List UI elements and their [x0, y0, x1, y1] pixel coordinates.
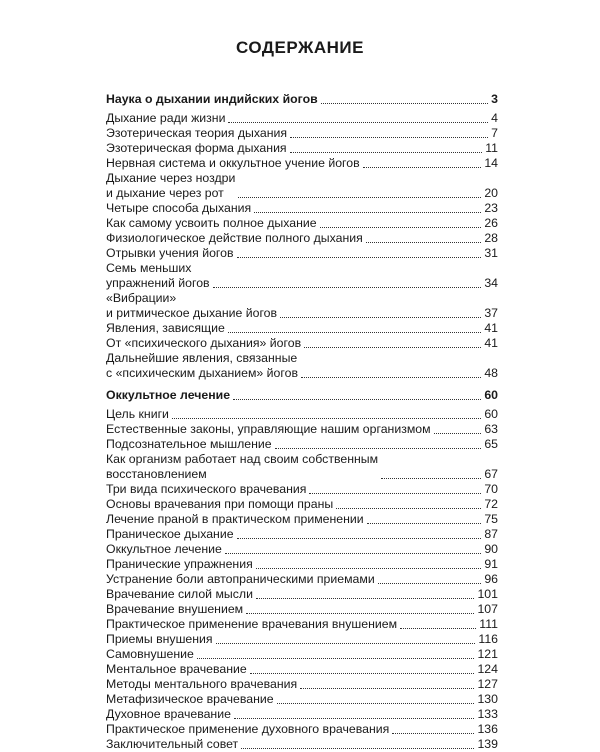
page-number: 65: [484, 437, 498, 451]
entry-title: Духовное врачевание: [106, 707, 231, 721]
entry-title: Как самому усвоить полное дыхание: [106, 216, 317, 230]
entry-title: Устранение боли автопраническими приемами: [106, 572, 375, 586]
dot-leader: [228, 122, 488, 123]
page-number: 67: [484, 467, 498, 481]
toc-entry: [106, 572, 498, 587]
toc-entry: [106, 662, 498, 677]
page-number: 7: [491, 126, 498, 140]
page-number: 127: [477, 677, 498, 691]
dot-leader: [275, 448, 482, 449]
toc-entry: [106, 437, 498, 452]
toc-entry: [106, 321, 498, 336]
page-number: 121: [477, 647, 498, 661]
section-title: Оккультное лечение: [106, 388, 231, 402]
entry-title: Цель книги: [106, 407, 169, 421]
page-number: 28: [484, 231, 498, 245]
entry-title: Отрывки учения йогов: [106, 246, 234, 260]
dot-leader: [246, 613, 474, 614]
page-number: 20: [484, 186, 498, 200]
entry-title: Приемы внушения: [106, 632, 213, 646]
toc-section-heading: [106, 92, 498, 107]
dot-leader: [400, 628, 476, 629]
dot-leader: [213, 287, 482, 288]
page-number: 87: [484, 527, 498, 541]
entry-title-line-1: Дыхание через ноздри: [106, 171, 236, 185]
dot-leader: [301, 377, 481, 378]
toc-entry: [106, 722, 498, 737]
toc-entry: [106, 111, 498, 126]
page-number: 48: [484, 366, 498, 380]
dot-leader: [304, 347, 481, 348]
dot-leader: [172, 418, 481, 419]
toc-entry: [106, 231, 498, 246]
page-number: 41: [484, 321, 498, 335]
dot-leader: [234, 718, 475, 719]
page-number: 72: [484, 497, 498, 511]
dot-leader: [300, 688, 474, 689]
dot-leader: [378, 583, 482, 584]
toc-entry: [106, 497, 498, 512]
entry-title: Методы ментального врачевания: [106, 677, 298, 691]
toc-entry: [106, 351, 498, 381]
entry-title: [106, 452, 378, 482]
entry-title: Основы врачевания при помощи праны: [106, 497, 334, 511]
entry-title: Явления, зависящие: [106, 321, 225, 335]
dot-leader: [254, 212, 481, 213]
toc-entry: [106, 336, 498, 351]
entry-title: Дыхание ради жизни: [106, 111, 226, 125]
table-of-contents: [106, 92, 498, 752]
page-number: 26: [484, 216, 498, 230]
entry-title: Праническое дыхание: [106, 527, 234, 541]
entry-title: Эзотерическая теория дыхания: [106, 126, 288, 140]
toc-entry: [106, 677, 498, 692]
toc-entry: [106, 632, 498, 647]
dot-leader: [290, 137, 488, 138]
dot-leader: [238, 197, 481, 198]
dot-leader: [367, 523, 482, 524]
dot-leader: [241, 748, 474, 749]
toc-entry: [106, 126, 498, 141]
entry-title-line-1: «Вибрации»: [106, 291, 177, 305]
page-number: 14: [484, 156, 498, 170]
entry-title: Естественные законы, управляющие нашим организмом: [106, 422, 431, 436]
entry-title: Три вида психического врачевания: [106, 482, 307, 496]
page-number: 11: [485, 141, 498, 155]
entry-title: Врачевание силой мысли: [106, 587, 253, 601]
entry-title: [106, 261, 210, 291]
page-number: 60: [484, 407, 498, 421]
toc-entry: [106, 692, 498, 707]
dot-leader: [320, 227, 482, 228]
entry-title: Практическое применение врачевания внушением: [106, 617, 398, 631]
entry-title: Самовнушение: [106, 647, 194, 661]
toc-entry: [106, 261, 498, 291]
toc-entry: [106, 527, 498, 542]
page-number: 60: [484, 388, 498, 402]
page-number: 4: [491, 111, 498, 125]
page-title: СОДЕРЖАНИЕ: [236, 38, 364, 57]
dot-leader: [366, 242, 482, 243]
toc-entry: [106, 512, 498, 527]
section-title: Наука о дыхании индийских йогов: [106, 92, 318, 106]
page-number: 41: [484, 336, 498, 350]
toc-entry: [106, 617, 498, 632]
entry-title: Метафизическое врачевание: [106, 692, 274, 706]
entry-title: Оккультное лечение: [106, 542, 222, 556]
dot-leader: [225, 553, 481, 554]
entry-title-line-1: Семь меньших: [106, 261, 192, 275]
page-number: 116: [478, 632, 498, 646]
entry-title: Лечение праной в практическом применении: [106, 512, 364, 526]
dot-leader: [237, 538, 482, 539]
page-number: 63: [484, 422, 498, 436]
page-number: 34: [484, 276, 498, 290]
entry-title: Практическое применение духовного врачевания: [106, 722, 390, 736]
page-number: 124: [477, 662, 498, 676]
entry-title: Врачевание внушением: [106, 602, 244, 616]
toc-entry: [106, 171, 498, 201]
entry-title-line-2: восстановлением: [106, 467, 207, 481]
page-number: 75: [484, 512, 498, 526]
entry-title-line-1: Как организм работает над своим собственным: [106, 452, 379, 466]
entry-title: Эзотерическая форма дыхания: [106, 141, 287, 155]
toc-entry: [106, 602, 498, 617]
entry-title-line-1: Дальнейшие явления, связанные: [106, 351, 298, 365]
toc-entry: [106, 291, 498, 321]
toc-entry: [106, 452, 498, 482]
toc-entry: [106, 246, 498, 261]
page-number: 31: [484, 246, 498, 260]
entry-title: [106, 351, 298, 381]
dot-leader: [321, 103, 488, 104]
dot-leader: [392, 733, 474, 734]
page-number: 107: [477, 602, 498, 616]
page-number: 101: [477, 587, 498, 601]
entry-title-line-2: упражнений йогов: [106, 276, 210, 290]
entry-title: Заключительный совет: [106, 737, 239, 751]
toc-entry: [106, 587, 498, 602]
entry-title: Подсознательное мышление: [106, 437, 272, 451]
entry-title: [106, 171, 235, 201]
toc-entry: [106, 422, 498, 437]
dot-leader: [336, 508, 481, 509]
toc-entry: [106, 647, 498, 662]
entry-title: Ментальное врачевание: [106, 662, 247, 676]
toc-entry: [106, 557, 498, 572]
toc-entry: [106, 216, 498, 231]
dot-leader: [381, 478, 481, 479]
dot-leader: [434, 433, 482, 434]
dot-leader: [280, 317, 481, 318]
dot-leader: [228, 332, 482, 333]
toc-entry: [106, 201, 498, 216]
dot-leader: [197, 658, 475, 659]
dot-leader: [309, 493, 481, 494]
page-number: 37: [484, 306, 498, 320]
dot-leader: [250, 673, 475, 674]
entry-title: Физиологическое действие полного дыхания: [106, 231, 363, 245]
page-number: 130: [477, 692, 498, 706]
entry-title: [106, 291, 277, 321]
page-number: 133: [477, 707, 498, 721]
page-number: 3: [491, 92, 498, 106]
dot-leader: [256, 568, 482, 569]
toc-entry: [106, 482, 498, 497]
entry-title-line-2: и ритмическое дыхание йогов: [106, 306, 278, 320]
entry-title: Нервная система и оккультное учение йогов: [106, 156, 360, 170]
entry-title: От «психического дыхания» йогов: [106, 336, 302, 350]
dot-leader: [277, 703, 475, 704]
dot-leader: [363, 167, 482, 168]
page-number: 70: [484, 482, 498, 496]
page-number: 139: [477, 737, 498, 751]
toc-entry: [106, 141, 498, 156]
page-number: 90: [484, 542, 498, 556]
entry-title-line-2: с «психическим дыханием» йогов: [106, 366, 298, 380]
dot-leader: [290, 152, 483, 153]
toc-section-heading: [106, 388, 498, 403]
page-number: 23: [484, 201, 498, 215]
dot-leader: [233, 399, 481, 400]
toc-entry: [106, 707, 498, 722]
toc-entry: [106, 407, 498, 422]
page-number: 136: [477, 722, 498, 736]
entry-title: Четыре способа дыхания: [106, 201, 252, 215]
toc-entry: [106, 542, 498, 557]
page-number: 91: [484, 557, 498, 571]
dot-leader: [237, 257, 482, 258]
page-number: 111: [479, 617, 498, 631]
dot-leader: [216, 643, 476, 644]
entry-title: Пранические упражнения: [106, 557, 253, 571]
toc-entry: [106, 156, 498, 171]
dot-leader: [256, 598, 475, 599]
page-number: 96: [484, 572, 498, 586]
entry-title-line-2: и дыхание через рот: [106, 186, 224, 200]
